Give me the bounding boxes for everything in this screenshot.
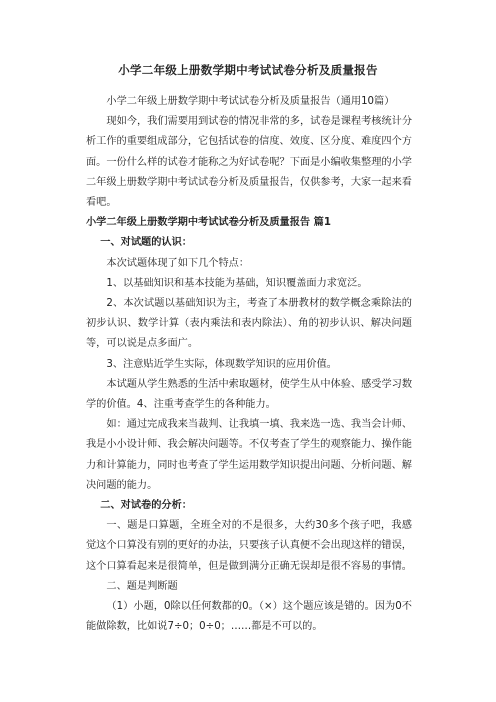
paragraph: （1）小题，0除以任何数都的0。（×）这个题应该是错的。因为0不能做除数，比如说7÷0；0÷0；……都是不可以的。 bbox=[86, 601, 412, 633]
document-title: 小学二年级上册数学期中考试试卷分析及质量报告 bbox=[118, 63, 378, 77]
paragraph: 本试题从学生熟悉的生活中索取题材，使学生从中体验、感受学习数学的价值。4、注重考查学生的各种能力。 bbox=[86, 378, 413, 411]
intro-paragraph: 现如今，我们需要用到试卷的情况非常的多，试卷是课程考核统计分析工作的重要组成部分，它包括试卷的信度、效度、区分度、难度四个方面。一份什么样的试卷才能称之为好试卷呢？下面是小编收集整理的小学二年级上册数学期中考试试卷分析及质量报告，仅供参考，大家一起来看看吧。 bbox=[86, 116, 413, 209]
paragraph: 一、题是口算题，全班全对的不是很多，大约30多个孩子吧，我感觉这个口算没有别的更好的办法，只要孩子认真便不会出现这样的错误，这个口算看起来是很简单，但是做到满分正确无误却是很不容易的事情。 bbox=[86, 520, 412, 572]
section-title: 小学二年级上册数学期中考试试卷分析及质量报告 篇1 bbox=[86, 217, 331, 229]
paragraph: 如：通过完成我来当裁判、让我填一填、我来选一选、我当会计师、我是小小设计师、我会解决问题等。不仅考查了学生的观察能力、操作能力和计算能力，同时也考查了学生运用数学知识提出问题、分析问题、解决问题的能力。 bbox=[86, 419, 413, 491]
paragraph: 二、题是判断题 bbox=[106, 580, 178, 592]
paragraph: 2、本次试题以基础知识为主，考查了本册教材的数学概念乘除法的初步认识、数学计算（表内乘法和表内除法）、角的初步认识、解决问题等，可以说是点多面广。 bbox=[86, 298, 412, 350]
intro-line: 小学二年级上册数学期中考试试卷分析及质量报告（通用10篇） bbox=[106, 96, 395, 107]
heading-2: 二、对试卷的分析： bbox=[100, 500, 192, 512]
paragraph: 3、注意贴近学生实际，体现数学知识的应用价值。 bbox=[106, 358, 337, 370]
document-body bbox=[86, 92, 412, 637]
heading-1: 一、对试题的认识： bbox=[100, 237, 192, 249]
paragraph: 1、以基础知识和基本技能为基础，知识覆盖面力求宽泛。 bbox=[106, 277, 368, 289]
paragraph: 本次试题体现了如下几个特点： bbox=[106, 257, 250, 269]
